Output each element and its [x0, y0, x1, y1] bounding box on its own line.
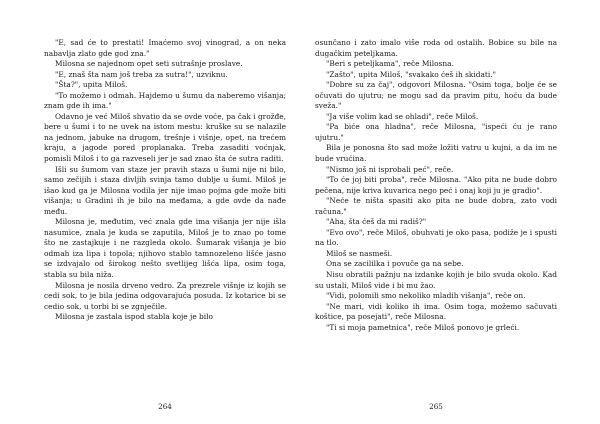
paragraph: "Dobre su za čaj", odgovori Milosna. "Osim toga, bolje će se očuvati do ujutru; ne mogu sad da pravim pitu, hoću da bude sveža."	[315, 80, 557, 111]
right-page-text	[315, 38, 557, 333]
page-number: 264	[158, 402, 172, 411]
paragraph: Milosna je zastala ispod stabla koje je bilo	[55, 312, 213, 322]
paragraph: "To možemo i odmah. Hajdemo u šumu da naberemo višanja; znam gde ih ima."	[44, 90, 286, 111]
paragraph: Odavno je već Miloš shvatio da se ovde voće, pa čak i grožđe, bere u šumi i to ne uvek na istom mestu: kruške su se nalazile na jednom, jabuke na drugom, trešnje i višnje, opet, na trećem kraju, a jagode pored proplanaka. Treba zasaditi voćnjak, pomisli Miloš i to ga razveseli jer je sad znao šta će sutra raditi.	[44, 111, 286, 164]
paragraph: "Evo ovo", reče Miloš, obuhvati je oko pasa, podiže je i spusti na tlo.	[315, 227, 557, 248]
paragraph: Išli su šumom van staze jer pravih staza u šumi nije ni bilo, samo zečijih i staza divljih svinja tamo dublje u šumi. Miloš je išao kud ga je Milosna vodila jer nije imao pojma gde može biti višanja; u Gradini ih je bilo na međama, a gde ovde da nađe među.	[44, 164, 286, 216]
paragraph: "Ti si moja pametnica", reče Miloš ponovo je grleći.	[326, 322, 520, 332]
paragraph: "To će joj biti proba", reče Milosna. "Ako pita ne bude dobro pečena, nije kriva kuvarica nego peć i onaj koji ju je gradio".	[315, 175, 557, 195]
paragraph: "Ja više volim kad se ohladi", reče Miloš.	[326, 111, 479, 121]
paragraph: "E, znaš šta nam još treba za sutra!", uzviknu.	[55, 69, 228, 79]
paragraph: Milosna se najednom opet seti sutrašnje proslave.	[55, 59, 243, 69]
paragraph: "Nismo još ni isprobali peć", reče.	[326, 164, 454, 174]
paragraph: osunčano i zato imalo više roda od ostalih. Bobice su bile na dugačkim peteljkama.	[315, 38, 557, 58]
paragraph: "Aha, šta ćeš da mi radiš?"	[326, 217, 427, 227]
paragraph: Bila je ponosna što sad može ložiti vatru u kujni, a da im ne bude vrućina.	[315, 143, 557, 164]
paragraph: "Šta?", upita Miloš.	[55, 80, 128, 90]
paragraph: "Zašto", upita Miloš, "svakako ćeš ih skidati."	[326, 69, 496, 79]
paragraph: Ona se zacililka i povuče ga na sebe.	[326, 259, 464, 269]
paragraph: "Vidi, polomili smo nekoliko mladih višanja", reče on.	[326, 291, 526, 301]
left-page	[44, 38, 286, 411]
paragraph: "Beri s peteljkama", reče Milosna.	[326, 59, 454, 69]
right-page	[315, 38, 557, 411]
paragraph: Milosna je, međutim, već znala gde ima višanja jer nije išla nasumice, znala je kuda se zaputila, Miloš je to znao po tome što ne zastajkuje i ne razgleda okolo. Šumarak višanja je bio odmah iza lipa i topola; njihovo stablo tamnozeleno lišće jasno se izdvajalo od širokog nešto svetlijeg lišća lipa, osim toga, stabla su bila niža.	[44, 217, 286, 280]
left-page-text	[44, 38, 286, 323]
paragraph: "Neće te ništa spasiti ako pita ne bude dobra, zato vodi računa."	[315, 196, 557, 216]
paragraph: Nisu obratili pažnju na izdanke kojih je bilo svuda okolo. Kad su ustali, Miloš vide i bi mu žao.	[315, 270, 557, 290]
paragraph: "Ne mari, vidi koliko ih ima. Osim toga, možemo sačuvati koštice, pa posejati", reče Milosna.	[315, 301, 557, 322]
paragraph: Miloš se nasmeši.	[326, 248, 393, 258]
page-number: 265	[429, 402, 443, 411]
paragraph: Milosna je nosila drveno vedro. Za prezrele višnje iz kojih se cedi sok, to je bila jedina odgovarajuća posuda. Iz kotarice bi se cedio sok, u torbi bi se zgnječile.	[44, 280, 286, 311]
paragraph: "E, sad će to prestati! Imaćemo svoj vinograd, a on neka nabavlja zlato gde god zna."	[44, 38, 286, 58]
paragraph: "Pa biće ona hladna", reče Milosna, "ispeći ću je rano ujutru."	[315, 122, 557, 142]
